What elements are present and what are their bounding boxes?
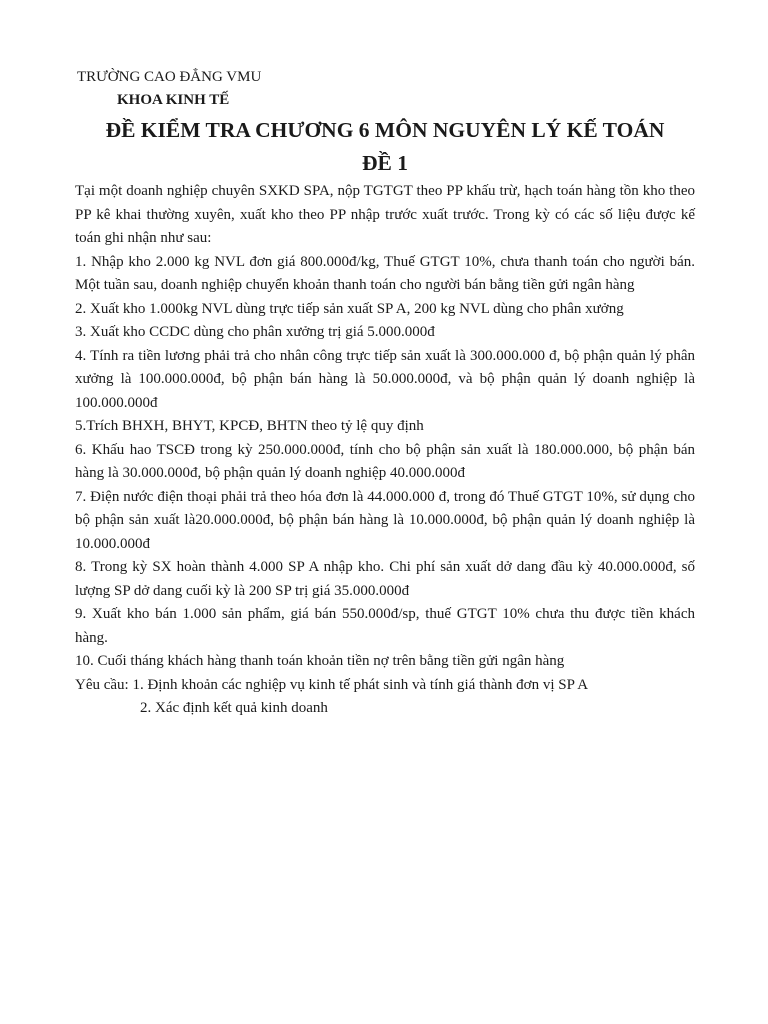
exam-title: ĐỀ KIỂM TRA CHƯƠNG 6 MÔN NGUYÊN LÝ KẾ TOÁN	[105, 118, 665, 142]
exam-number: ĐỀ 1	[362, 151, 408, 175]
transaction-item-6: 6. Khấu hao TSCĐ trong kỳ 250.000.000đ, tính cho bộ phận sản xuất là 180.000.000, bộ phận bán hàng là 30.000.000đ, bộ phận quản lý doanh nghiệp 40.000.000đ	[75, 441, 695, 481]
intro-paragraph: Tại một doanh nghiệp chuyên SXKD SPA, nộp TGTGT theo PP khấu trừ, hạch toán hàng tồn kho theo PP kê khai thường xuyên, xuất kho theo PP nhập trước xuất trước. Trong kỳ có các số liệu được kế toán ghi nhận như sau:	[75, 183, 695, 246]
school-name: TRƯỜNG CAO ĐẲNG VMU	[77, 69, 262, 85]
transaction-item-1: 1. Nhập kho 2.000 kg NVL đơn giá 800.000đ/kg, Thuế GTGT 10%, chưa thanh toán cho người bán. Một tuần sau, doanh nghiệp chuyển khoản thanh toán cho người bán bằng tiền gửi ngân hàng	[75, 253, 695, 293]
transaction-item-2: 2. Xuất kho 1.000kg NVL dùng trực tiếp sản xuất SP A, 200 kg NVL dùng cho phân xưởng	[75, 300, 624, 317]
transaction-item-4: 4. Tính ra tiền lương phải trả cho nhân công trực tiếp sản xuất là 300.000.000 đ, bộ phận quản lý phân xưởng là 100.000.000đ, bộ phận bán hàng là 50.000.000đ, và bộ phận quản lý doanh nghiệp là 100.000.000đ	[75, 347, 695, 411]
transaction-item-9: 9. Xuất kho bán 1.000 sản phẩm, giá bán 550.000đ/sp, thuế GTGT 10% chưa thu được tiền khách hàng.	[75, 606, 695, 646]
requirement-2: 2. Xác định kết quả kinh doanh	[140, 700, 328, 716]
transaction-item-8: 8. Trong kỳ SX hoàn thành 4.000 SP A nhập kho. Chi phí sản xuất dở dang đầu kỳ 40.000.000đ, số lượng SP dở dang cuối kỳ là 200 SP trị giá 35.000.000đ	[75, 559, 695, 599]
faculty-name: KHOA KINH TẾ	[117, 92, 230, 108]
transaction-item-3: 3. Xuất kho CCDC dùng cho phân xưởng trị giá 5.000.000đ	[75, 324, 435, 340]
transaction-item-5: 5.Trích BHXH, BHYT, KPCĐ, BHTN theo tỷ lệ quy định	[75, 418, 424, 434]
transaction-item-7: 7. Điện nước điện thoại phải trả theo hóa đơn là 44.000.000 đ, trong đó Thuế GTGT 10%, sử dụng cho bộ phận sản xuất là20.000.000đ, bộ phận bán hàng là 10.000.000đ, bộ phận quản lý doanh nghiệp là 10.000.000đ	[75, 488, 695, 552]
transaction-item-10: 10. Cuối tháng khách hàng thanh toán khoản tiền nợ trên bằng tiền gửi ngân hàng	[75, 653, 565, 669]
exam-body	[75, 180, 695, 721]
requirement-1: Yêu cầu: 1. Định khoản các nghiệp vụ kinh tế phát sinh và tính giá thành đơn vị SP A	[75, 676, 589, 693]
